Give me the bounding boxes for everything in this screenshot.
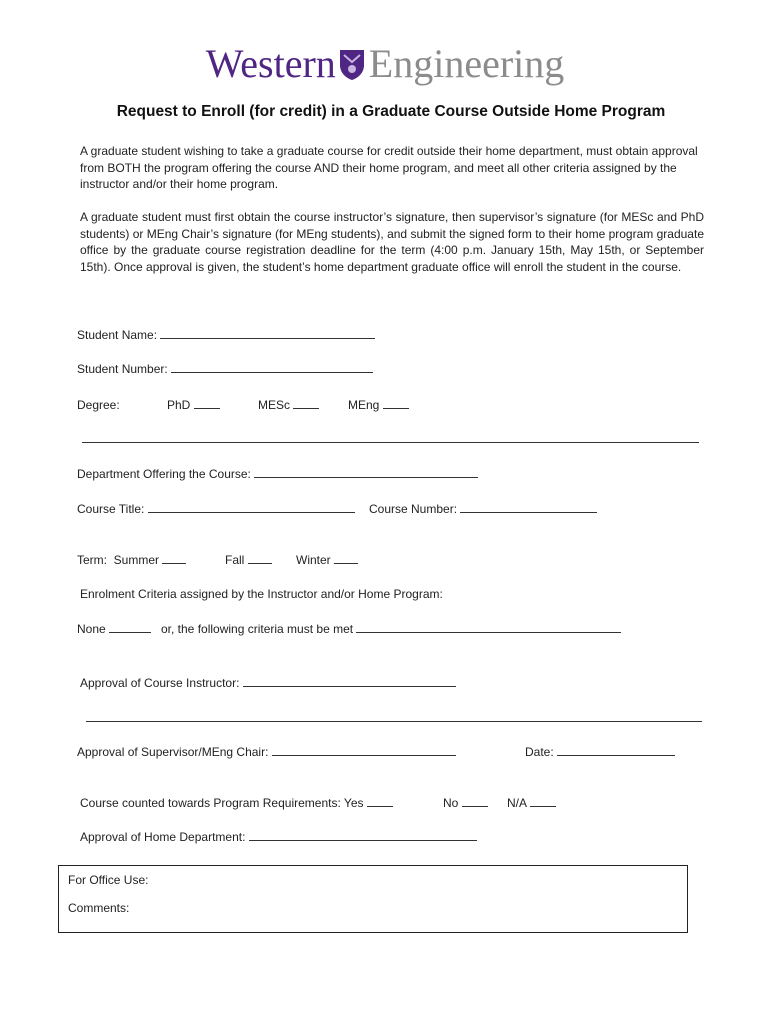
student-number-row	[77, 361, 373, 377]
student-name-row	[77, 327, 375, 343]
no-label: No	[443, 796, 459, 810]
instructor-approval-label: Approval of Course Instructor:	[80, 676, 240, 690]
enrolment-criteria-label: Enrolment Criteria assigned by the Instructor and/or Home Program:	[80, 587, 443, 601]
dept-offering-label: Department Offering the Course:	[77, 467, 251, 481]
home-dept-approval-row	[80, 829, 477, 845]
summer-field[interactable]	[162, 552, 186, 564]
student-number-field[interactable]	[171, 361, 373, 373]
course-number-row	[369, 501, 597, 517]
criteria-following-row	[161, 621, 621, 637]
logo-engineering: Engineering	[368, 41, 565, 86]
intro-paragraph-1: A graduate student wishing to take a graduate course for credit outside their home department, must obtain approval from BOTH the program offering the course AND their home program, and meet all other criteria assigned by the instructor and/or their home program.	[80, 144, 698, 191]
office-use-box	[58, 865, 688, 933]
meng-field[interactable]	[383, 397, 409, 409]
student-name-field[interactable]	[160, 327, 375, 339]
term-summer	[77, 552, 186, 568]
divider-1	[82, 442, 699, 443]
date-field[interactable]	[557, 744, 675, 756]
winter-label: Winter	[296, 553, 331, 567]
winter-field[interactable]	[334, 552, 358, 564]
fall-field[interactable]	[248, 552, 272, 564]
logo-western: Western	[205, 41, 336, 86]
following-criteria-label: or, the following criteria must be met	[161, 622, 354, 636]
course-counted-row	[80, 795, 393, 811]
summer-label: Summer	[113, 553, 160, 567]
page-title: Request to Enroll (for credit) in a Graduate Course Outside Home Program	[116, 103, 666, 120]
criteria-none-row	[77, 621, 151, 637]
meng-label: MEng	[348, 398, 380, 412]
degree-mesc	[258, 397, 319, 413]
supervisor-approval-label: Approval of Supervisor/MEng Chair:	[77, 745, 269, 759]
date-row	[525, 744, 675, 760]
mesc-label: MESc	[258, 398, 291, 412]
na-label: N/A	[507, 796, 527, 810]
divider-2	[86, 721, 702, 722]
degree-meng	[348, 397, 409, 413]
student-number-label: Student Number:	[77, 362, 168, 376]
home-dept-signature-field[interactable]	[249, 829, 477, 841]
course-number-label: Course Number:	[369, 502, 458, 516]
dept-offering-field[interactable]	[254, 466, 478, 478]
counted-na	[507, 795, 556, 811]
office-use-label: For Office Use:	[68, 873, 149, 887]
comments-label: Comments:	[68, 901, 130, 915]
crest-icon	[339, 46, 365, 90]
phd-field[interactable]	[194, 397, 220, 409]
yes-label: Yes	[343, 796, 364, 810]
no-field[interactable]	[462, 795, 488, 807]
supervisor-signature-field[interactable]	[272, 744, 456, 756]
dept-offering-row	[77, 466, 478, 482]
course-title-row	[77, 501, 355, 517]
student-name-label: Student Name:	[77, 328, 158, 342]
course-title-field[interactable]	[148, 501, 355, 513]
fall-label: Fall	[225, 553, 245, 567]
mesc-field[interactable]	[293, 397, 319, 409]
instructor-approval-row	[80, 675, 456, 691]
course-title-label: Course Title:	[77, 502, 145, 516]
supervisor-approval-row	[77, 744, 456, 760]
term-fall	[225, 552, 272, 568]
instructor-signature-field[interactable]	[243, 675, 456, 687]
counted-no	[443, 795, 488, 811]
home-dept-approval-label: Approval of Home Department:	[80, 830, 246, 844]
date-label: Date:	[525, 745, 554, 759]
western-engineering-logo	[0, 42, 770, 90]
none-label: None	[77, 622, 106, 636]
na-field[interactable]	[530, 795, 556, 807]
following-criteria-field[interactable]	[356, 621, 621, 633]
course-number-field[interactable]	[460, 501, 597, 513]
degree-label: Degree:	[77, 398, 120, 412]
term-winter	[296, 552, 358, 568]
phd-label: PhD	[167, 398, 191, 412]
yes-field[interactable]	[367, 795, 393, 807]
degree-phd	[167, 397, 220, 413]
none-field[interactable]	[109, 621, 151, 633]
term-label: Term:	[77, 553, 107, 567]
intro-paragraph-2: A graduate student must first obtain the course instructor’s signature, then supervisor’s signature (for MESc and PhD students) or MEng Chair’s signature (for MEng students), and submit the signed form to their home program graduate office by the graduate course registration deadline for the term (4:00 p.m. January 15th, May 15th, or September 15th). Once approval is given, the student’s home department graduate office will enroll the student in the course.	[80, 210, 704, 274]
course-counted-label: Course counted towards Program Requirements:	[80, 796, 341, 810]
